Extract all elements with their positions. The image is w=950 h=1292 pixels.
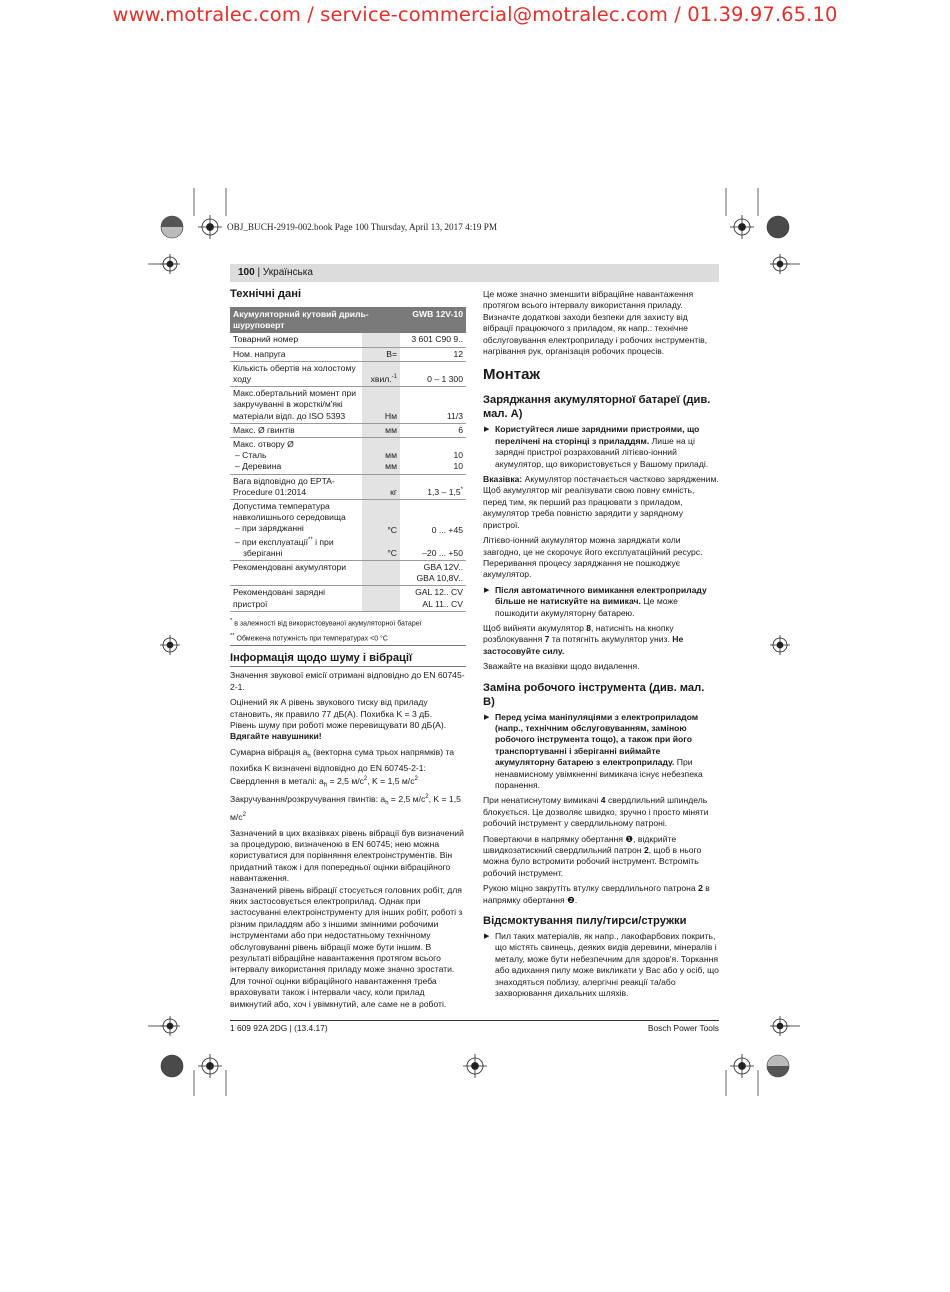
note-paragraph: Вказівка: Акумулятор постачається частково зарядженим. Щоб акумулятор міг реалізувати свою повну ємність, перед тим, як перший раз працювати з приладом, акумулятор треба повністю зарядити у зарядному пристрої. [483, 474, 719, 530]
spec-label: Вага відповідно до EPTA-Procedure 01:2014 [230, 474, 362, 499]
registration-mark-br [730, 1054, 754, 1078]
spec-row [230, 361, 466, 386]
registration-mark-tr [730, 215, 754, 239]
spec-label: Макс. Ø гвинтів [230, 423, 362, 437]
spec-row-drill [230, 438, 466, 475]
spec-label: Допустима температура навколишнього середовища – при заряджанні – при експлуатації** і при зберіганні [230, 500, 362, 561]
body-paragraph: При ненатиснутому вимикачі 4 свердлильний шпиндель блокується. Це дозволяє швидко, зручно і просто міняти робочий інструмент у свердлильному патроні. [483, 795, 709, 829]
page-number: 100 [238, 267, 255, 278]
spec-value: 10 10 [400, 438, 466, 475]
noise-paragraph: Зазначений рівень вібрації стосується головних робіт, для яких застосовується електроприлад. Однак при застосуванні електроінструменту для інших робіт, роботі з різним приладдям або з іншими змінними робочими інструментами або при недостатньому технічному обслуговуванні рівень вібрації може бути іншим. В результаті вібраційне навантаження протягом всього інтервалу використання приладу може значно зростати. [230, 884, 463, 975]
book-slug-line: OBJ_BUCH-2919-002.book Page 100 Thursday, April 13, 2017 4:19 PM [227, 222, 498, 232]
registration-mark-bc [463, 1054, 487, 1078]
spec-header-model: GWB 12V-10 [400, 307, 466, 333]
color-target-br [767, 1055, 789, 1077]
spec-label: Рекомендовані зарядні пристрої [230, 586, 362, 611]
spec-value: GBA 12V.. GBA 10,8V.. [400, 560, 466, 585]
footer-document-code: 1 609 92A 2DG | (13.4.17) [230, 1023, 328, 1033]
spec-header-label: Акумуляторний кутовий дриль-шуруповерт [230, 307, 400, 333]
warning-bullet: ▶ Перед усіма маніпуляціями з електроприладом (напр., технічним обслуговуванням, заміною робочого інструмента тощо), а також при його транспортуванні і зберіганні виймайте акумуляторну батарею з електроприладу. При ненавмисному увімкненні вимикача існує небезпека поранення. [483, 712, 719, 792]
spec-value: 11/3 [400, 387, 466, 424]
spec-unit: Нм [362, 387, 400, 424]
charging-heading: Заряджання акумуляторної батареї (див. мал. A) [483, 394, 711, 421]
noise-heading: Інформація щодо шуму і вібрації [230, 651, 466, 667]
footer-rule [230, 1020, 719, 1021]
color-target-tr [767, 216, 789, 238]
body-paragraph: Зважайте на вказівки щодо видалення. [483, 661, 640, 672]
spec-unit: мм мм [362, 438, 400, 475]
noise-paragraph: Рівень шуму при роботі може перевищувати 80 дБ(A). Вдягайте навушники! [230, 720, 447, 742]
right-column [483, 289, 719, 1004]
registration-mark-bl [198, 1054, 222, 1078]
footnote-2: ** Обмежена потужність при температурах <0 °C [230, 630, 466, 646]
footer-brand: Bosch Power Tools [647, 1023, 719, 1033]
spec-label: Кількість обертів на холостому ходу [230, 361, 362, 386]
spec-row [230, 333, 466, 347]
body-paragraph: Літієво-іонний акумулятор можна заряджати коли завгодно, це не скорочує його експлуатаційний ресурс. Переривання процесу заряджання не пошкоджує акумулятор. [483, 535, 703, 580]
tech-data-heading: Технічні дані [230, 288, 302, 300]
header-banner: www.motralec.com / service-commercial@motralec.com / 01.39.97.65.10 [112, 3, 838, 26]
warning-bullet: ▶ Пил таких матеріалів, як напр., лакофарбових покрить, що містять свинець, деяких видів деревини, мінералів і металу, може бути небезпечним для здоров'я. Торкання або вдихання пилу може викликати у Вас або у осіб, що знаходяться поблизу, алергічні реакції та/або захворювання дихальних шляхів. [483, 931, 719, 999]
spec-unit [362, 333, 400, 347]
spec-label: Макс.обертальний момент при закручуванні в жорсткі/м'які матеріали відп. до ISO 5393 [230, 387, 362, 424]
spec-unit: кг [362, 474, 400, 499]
spec-label: Ном. напруга [230, 347, 362, 361]
noise-paragraph: Це може значно зменшити вібраційне навантаження протягом всього інтервалу використання приладу. [483, 289, 694, 311]
body-paragraph: Щоб вийняти акумулятор 8, натисніть на кнопку розблокування 7 та потягніть акумулятор униз. Не застосовуйте силу. [483, 622, 684, 656]
running-head-separator: | [257, 267, 263, 278]
spec-value: 0 – 1 300 [400, 361, 466, 386]
spec-row [230, 347, 466, 361]
running-head [230, 264, 719, 282]
spec-unit [362, 586, 400, 611]
spec-unit: хвил.$^{-1}$ [362, 361, 400, 386]
spec-label: Товарний номер [230, 333, 362, 347]
spec-value: 12 [400, 347, 466, 361]
registration-mark-tl [198, 215, 222, 239]
spec-unit [362, 560, 400, 585]
spec-unit: B= [362, 347, 400, 361]
spec-table [230, 307, 466, 612]
body-paragraph: Повертаючи в напрямку обертання ❶, відкрийте швидкозатискний свердлильний патрон 2, щоб в нього можна було встромити робочий інструмент. Встроміть робочий інструмент. [483, 833, 702, 878]
spec-value: 1,3 – 1,5* [400, 474, 466, 499]
spec-value: GAL 12.. CV AL 11.. CV [400, 586, 466, 611]
warning-bullet: ▶ Користуйтеся лише зарядними пристроями, що перелічені на сторінці з приладдям. Лише на ці зарядні пристрої розрахований літієво-іонний акумулятор, що використовується у Вашому приладі. [483, 424, 719, 470]
registration-mark-right [770, 254, 790, 1036]
spec-unit: мм [362, 423, 400, 437]
body-paragraph: Рукою міцно закрутіть втулку свердлильного патрона 2 в напрямку обертання ❷. [483, 883, 710, 905]
spec-row-chargers [230, 586, 466, 611]
vibration-paragraph: Сумарна вібрація $a_h$ (векторна сума трьох напрямків) та похибка K визначені відповідно до EN 60745-2-1: Свердлення в металі: $a_h = 2,5$ $м/с^2$, K = 1,5 $м/с^2$ Закручування/розкручування гвинтів: $a_h = 2,5$ $м/с^2$, K = 1,5 $м/с^2$ [230, 746, 461, 823]
running-head-language: Українська [262, 267, 313, 278]
spec-label: Макс. отвору Ø – Сталь – Деревина [230, 438, 362, 475]
noise-paragraph: Зазначений в цих вказівках рівень вібрації був визначений за процедурою, визначеною в EN 60745; нею можна користуватися для порівняння електроінструментів. Він придатний також і для попередньої оцінки вібраційного навантаження. [230, 827, 464, 884]
spec-value: 0 ... +45 –20 ... +50 [400, 500, 466, 561]
color-target-tl [161, 216, 183, 238]
spec-value: 6 [400, 423, 466, 437]
spec-value: 3 601 C90 9.. [400, 333, 466, 347]
dust-heading: Відсмоктування пилу/тирси/стружки [483, 915, 687, 928]
tool-change-heading: Заміна робочого інструмента (див. мал. B) [483, 681, 705, 708]
spec-unit: °C °C [362, 500, 400, 561]
left-column [230, 287, 466, 1010]
noise-paragraph: Значення звукової емісії отримані відповідно до EN 60745-2-1. [230, 670, 465, 692]
spec-row [230, 387, 466, 424]
spec-row [230, 423, 466, 437]
noise-paragraph: Визначте додаткові заходи безпеки для захисту від вібрації працюючого з приладом, як напр.: технічне обслуговування електроприладу і робочих інструментів, нагрівання рук, організація робочих процесів. [483, 311, 708, 357]
registration-mark-left [160, 254, 180, 1036]
spec-label: Рекомендовані акумулятори [230, 560, 362, 585]
color-target-bl [161, 1055, 183, 1077]
noise-paragraph: Для точної оцінки вібраційного навантаження треба враховувати також і інтервали часу, коли прилад вимкнутий або, хоч і увімкнутий, але саме не в роботі. [230, 975, 447, 1009]
spec-row-temperature [230, 500, 466, 561]
spec-row-batteries [230, 560, 466, 585]
spec-header-row [230, 307, 466, 333]
warning-bullet: ▶ Після автоматичного вимикання електроприладу більше не натискуйте на вимикач. Це може пошкодити акумуляторну батарею. [483, 585, 719, 619]
spec-row-weight [230, 474, 466, 499]
noise-paragraph: Оцінений як А рівень звукового тиску від приладу становить, як правило 77 дБ(A). Похибка K = 3 дБ. [230, 697, 433, 719]
mounting-heading: Монтаж [483, 366, 541, 384]
footnote-1: * в залежності від використовуваної акумуляторної батареї [230, 617, 422, 628]
